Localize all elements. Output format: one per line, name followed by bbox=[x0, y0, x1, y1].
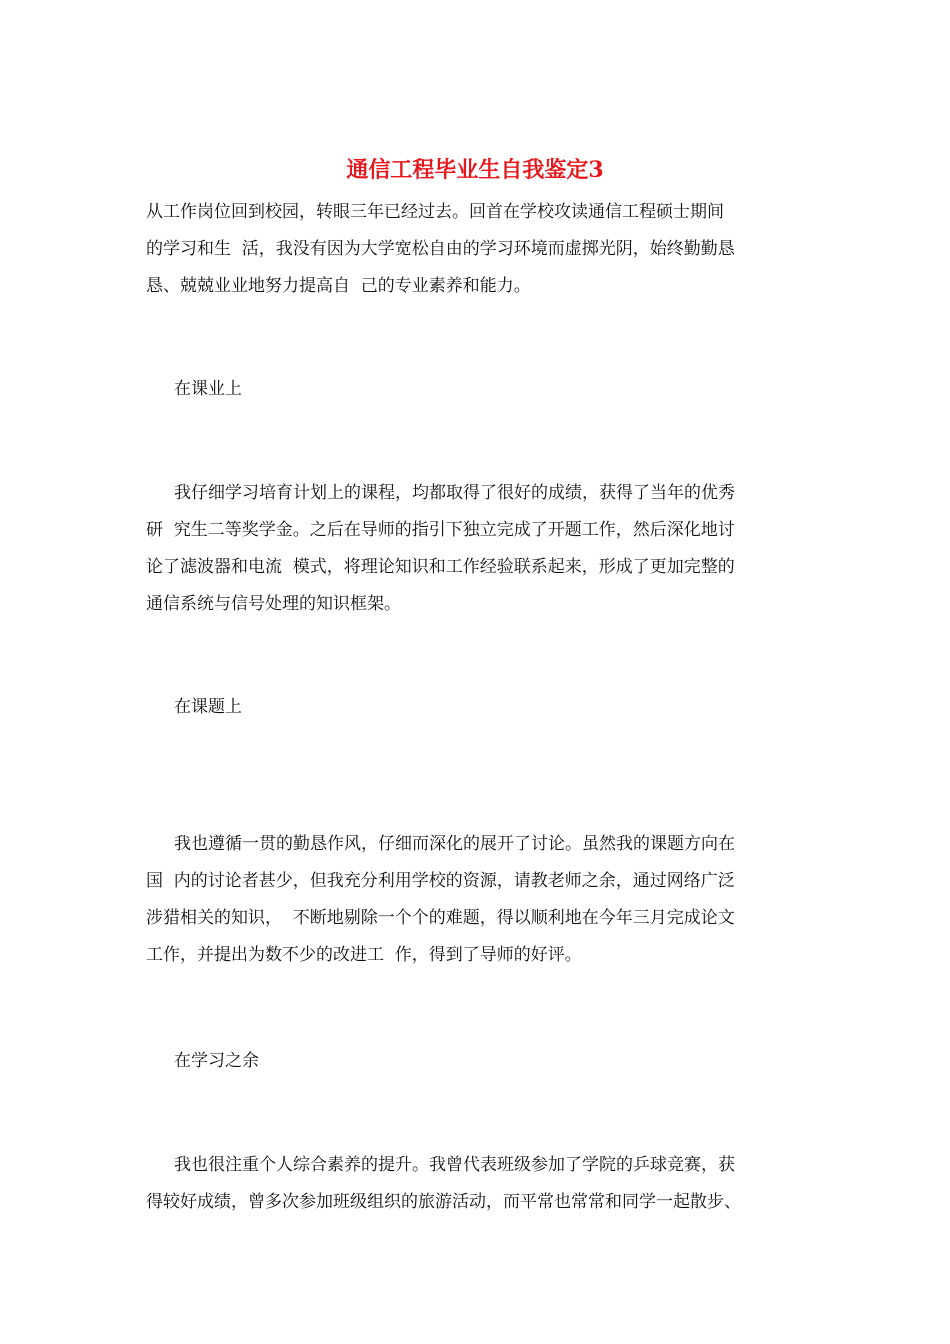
coursework-line-4: 通信系统与信号处理的知识框架。 bbox=[146, 594, 401, 614]
research-line-2: 国 内的讨论者甚少，但我充分利用学校的资源，请教老师之余，通过网络广泛 bbox=[146, 871, 735, 891]
intro-line-2: 的学习和生 活，我没有因为大学宽松自由的学习环境而虚掷光阴，始终勤勤恳 bbox=[146, 239, 735, 259]
research-paragraph bbox=[146, 826, 808, 974]
document-title: 通信工程毕业生自我鉴定3 bbox=[346, 157, 604, 183]
intro-line-1: 从工作岗位回到校园，转眼三年已经过去。回首在学校攻读通信工程硕士期间 bbox=[146, 202, 724, 222]
research-line-1: 我也遵循一贯的勤恳作风，仔细而深化的展开了讨论。虽然我的课题方向在 bbox=[174, 834, 735, 854]
research-line-4: 工作，并提出为数不少的改进工 作，得到了导师的好评。 bbox=[146, 945, 582, 965]
section-heading-coursework-text: 在课业上 bbox=[174, 379, 242, 399]
research-line-3: 涉猎相关的知识， 不断地剔除一个个的难题，得以顺利地在今年三月完成论文 bbox=[146, 908, 735, 928]
coursework-line-1: 我仔细学习培育计划上的课程，均都取得了很好的成绩，获得了当年的优秀 bbox=[174, 483, 735, 503]
coursework-line-3: 论了滤波器和电流 模式，将理论知识和工作经验联系起来，形成了更加完整的 bbox=[146, 557, 735, 577]
section-heading-extracurricular-text: 在学习之余 bbox=[174, 1051, 259, 1071]
section-heading-research bbox=[146, 689, 808, 726]
section-heading-research-text: 在课题上 bbox=[174, 697, 242, 717]
extracurricular-line-1: 我也很注重个人综合素养的提升。我曾代表班级参加了学院的乒球竞赛，获 bbox=[174, 1155, 735, 1175]
coursework-line-2: 研 究生二等奖学金。之后在导师的指引下独立完成了开题工作，然后深化地讨 bbox=[146, 520, 735, 540]
section-heading-coursework bbox=[146, 371, 808, 408]
extracurricular-line-2: 得较好成绩，曾多次参加班级组织的旅游活动，而平常也常常和同学一起散步、 bbox=[146, 1192, 741, 1212]
intro-paragraph bbox=[146, 194, 808, 305]
extracurricular-paragraph bbox=[146, 1147, 808, 1221]
section-heading-extracurricular bbox=[146, 1043, 808, 1080]
coursework-paragraph bbox=[146, 475, 808, 623]
intro-line-3: 恳、兢兢业业地努力提高自 己的专业素养和能力。 bbox=[146, 276, 531, 296]
